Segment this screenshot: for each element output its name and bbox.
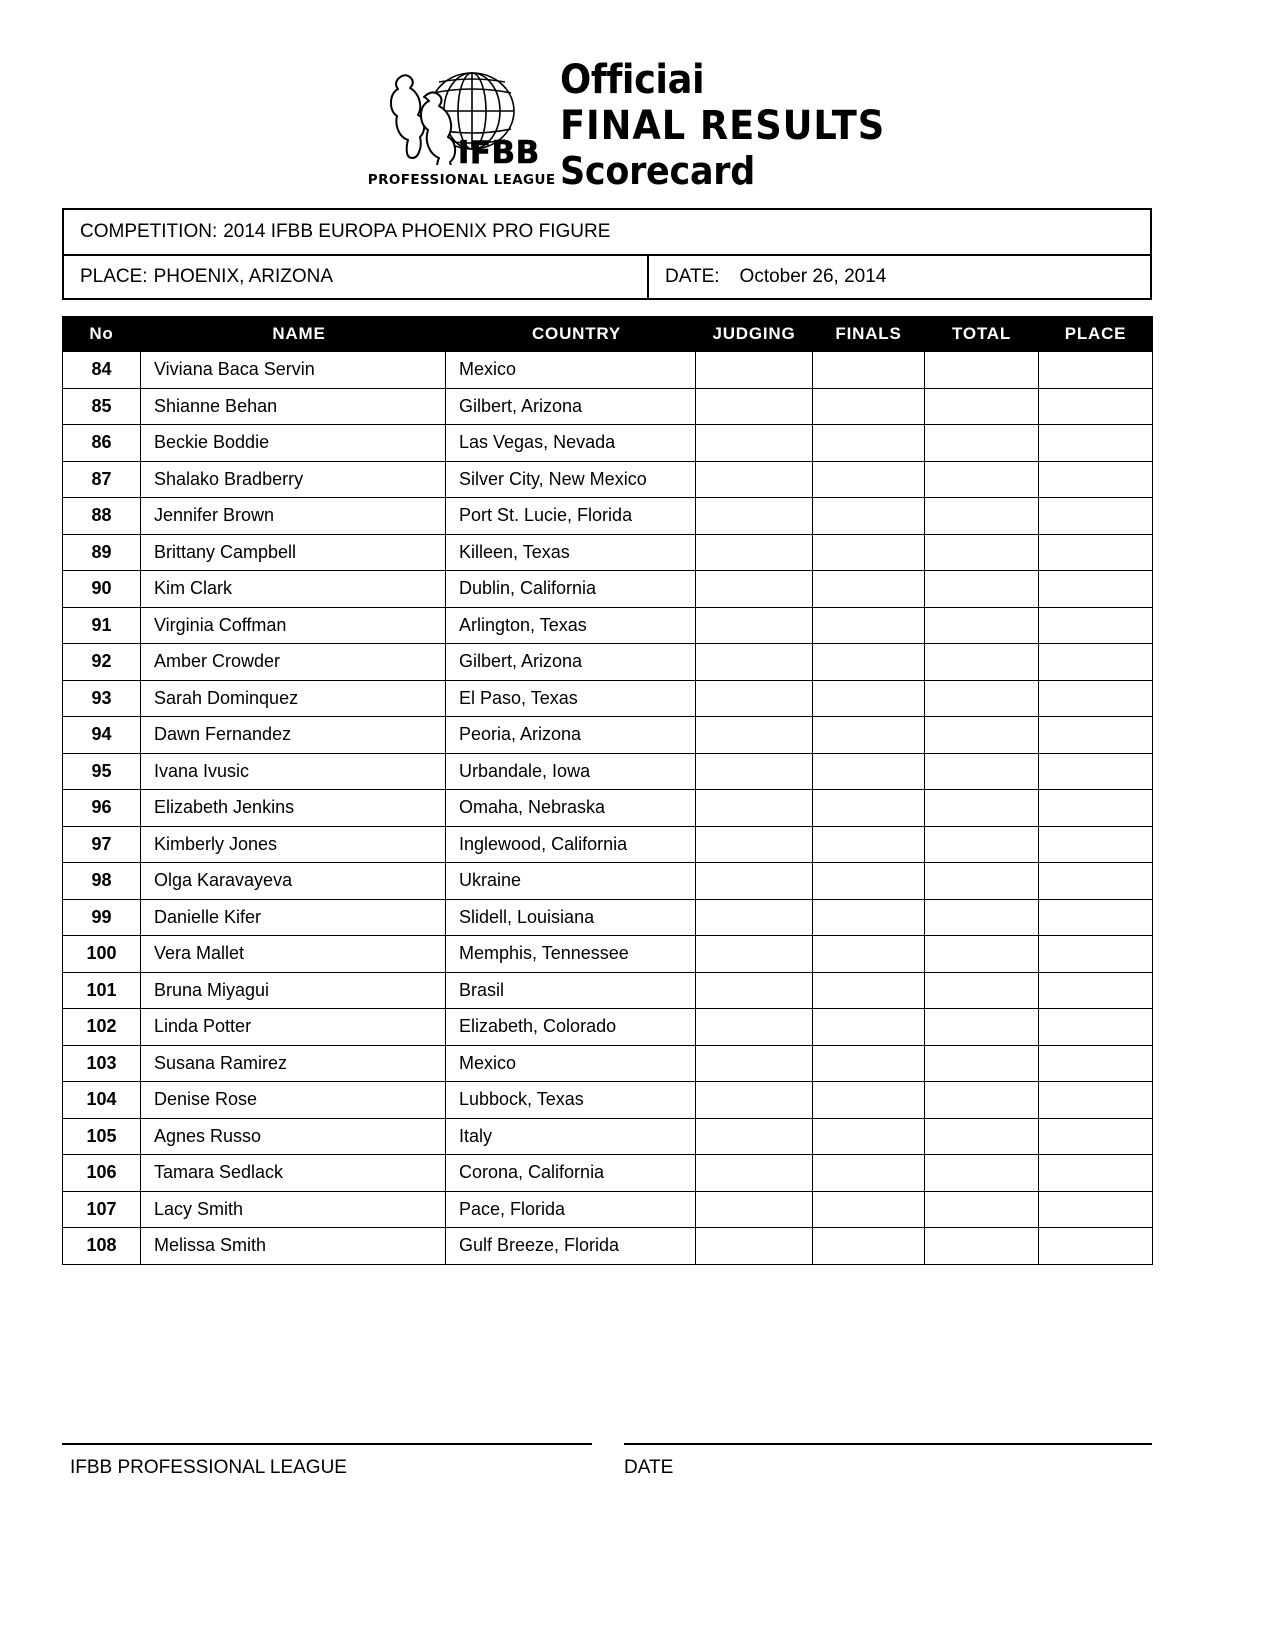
table-row bbox=[63, 717, 1153, 754]
cell-country: Gilbert, Arizona bbox=[446, 388, 696, 425]
cell-judging[interactable] bbox=[696, 571, 813, 608]
results-table bbox=[62, 316, 1153, 1265]
cell-name: Jennifer Brown bbox=[141, 498, 446, 535]
cell-country: Lubbock, Texas bbox=[446, 1082, 696, 1119]
cell-place[interactable] bbox=[1039, 1155, 1153, 1192]
cell-place[interactable] bbox=[1039, 461, 1153, 498]
cell-name: Kimberly Jones bbox=[141, 826, 446, 863]
cell-name: Denise Rose bbox=[141, 1082, 446, 1119]
cell-finals[interactable] bbox=[813, 863, 925, 900]
cell-country: Mexico bbox=[446, 1045, 696, 1082]
signature-line-league bbox=[62, 1443, 592, 1445]
cell-place[interactable] bbox=[1039, 1009, 1153, 1046]
cell-country: Pace, Florida bbox=[446, 1191, 696, 1228]
cell-judging[interactable] bbox=[696, 1082, 813, 1119]
date-cell bbox=[649, 256, 1150, 298]
cell-place[interactable] bbox=[1039, 1082, 1153, 1119]
cell-judging[interactable] bbox=[696, 1228, 813, 1265]
cell-total[interactable] bbox=[925, 352, 1039, 389]
cell-name: Amber Crowder bbox=[141, 644, 446, 681]
cell-finals[interactable] bbox=[813, 571, 925, 608]
table-row bbox=[63, 461, 1153, 498]
table-row bbox=[63, 972, 1153, 1009]
cell-place[interactable] bbox=[1039, 717, 1153, 754]
ifbb-logo bbox=[362, 63, 556, 193]
cell-place[interactable] bbox=[1039, 863, 1153, 900]
cell-judging[interactable] bbox=[696, 863, 813, 900]
cell-place[interactable] bbox=[1039, 571, 1153, 608]
cell-country: Arlington, Texas bbox=[446, 607, 696, 644]
cell-no: 89 bbox=[63, 534, 141, 571]
cell-judging[interactable] bbox=[696, 534, 813, 571]
cell-judging[interactable] bbox=[696, 753, 813, 790]
cell-total[interactable] bbox=[925, 936, 1039, 973]
cell-name: Kim Clark bbox=[141, 571, 446, 608]
table-row bbox=[63, 899, 1153, 936]
cell-name: Vera Mallet bbox=[141, 936, 446, 973]
logo-league-text: PROFESSIONAL LEAGUE bbox=[367, 171, 556, 188]
cell-judging[interactable] bbox=[696, 1191, 813, 1228]
table-row bbox=[63, 1228, 1153, 1265]
cell-no: 92 bbox=[63, 644, 141, 681]
cell-name: Olga Karavayeva bbox=[141, 863, 446, 900]
cell-name: Viviana Baca Servin bbox=[141, 352, 446, 389]
column-header-total: TOTAL bbox=[925, 317, 1039, 352]
date-value: October 26, 2014 bbox=[739, 266, 887, 287]
competition-row bbox=[64, 210, 1150, 254]
column-header-judging: JUDGING bbox=[696, 317, 813, 352]
cell-no: 101 bbox=[63, 972, 141, 1009]
cell-no: 94 bbox=[63, 717, 141, 754]
cell-judging[interactable] bbox=[696, 826, 813, 863]
date-label: DATE: bbox=[665, 266, 720, 287]
cell-place[interactable] bbox=[1039, 1118, 1153, 1155]
cell-name: Shalako Bradberry bbox=[141, 461, 446, 498]
signature-labels bbox=[62, 1457, 1152, 1483]
place-cell bbox=[64, 256, 649, 298]
cell-finals[interactable] bbox=[813, 1009, 925, 1046]
cell-judging[interactable] bbox=[696, 461, 813, 498]
cell-judging[interactable] bbox=[696, 790, 813, 827]
cell-finals[interactable] bbox=[813, 972, 925, 1009]
table-row bbox=[63, 425, 1153, 462]
table-row bbox=[63, 680, 1153, 717]
cell-country: Peoria, Arizona bbox=[446, 717, 696, 754]
table-row bbox=[63, 1082, 1153, 1119]
cell-name: Tamara Sedlack bbox=[141, 1155, 446, 1192]
cell-name: Melissa Smith bbox=[141, 1228, 446, 1265]
table-row bbox=[63, 753, 1153, 790]
cell-place[interactable] bbox=[1039, 936, 1153, 973]
place-value: PHOENIX, ARIZONA bbox=[153, 266, 334, 287]
table-row bbox=[63, 1118, 1153, 1155]
cell-country: Elizabeth, Colorado bbox=[446, 1009, 696, 1046]
table-row bbox=[63, 644, 1153, 681]
cell-country: Silver City, New Mexico bbox=[446, 461, 696, 498]
cell-finals[interactable] bbox=[813, 644, 925, 681]
cell-no: 106 bbox=[63, 1155, 141, 1192]
cell-country: Port St. Lucie, Florida bbox=[446, 498, 696, 535]
competition-cell bbox=[64, 210, 1150, 254]
cell-country: Omaha, Nebraska bbox=[446, 790, 696, 827]
cell-country: El Paso, Texas bbox=[446, 680, 696, 717]
cell-no: 84 bbox=[63, 352, 141, 389]
cell-judging[interactable] bbox=[696, 498, 813, 535]
table-row bbox=[63, 826, 1153, 863]
cell-no: 93 bbox=[63, 680, 141, 717]
cell-total[interactable] bbox=[925, 826, 1039, 863]
cell-name: Beckie Boddie bbox=[141, 425, 446, 462]
cell-name: Elizabeth Jenkins bbox=[141, 790, 446, 827]
column-header-finals: FINALS bbox=[813, 317, 925, 352]
cell-no: 87 bbox=[63, 461, 141, 498]
cell-total[interactable] bbox=[925, 607, 1039, 644]
cell-country: Killeen, Texas bbox=[446, 534, 696, 571]
cell-no: 97 bbox=[63, 826, 141, 863]
cell-place[interactable] bbox=[1039, 899, 1153, 936]
cell-name: Danielle Kifer bbox=[141, 899, 446, 936]
table-row bbox=[63, 1155, 1153, 1192]
cell-no: 107 bbox=[63, 1191, 141, 1228]
cell-finals[interactable] bbox=[813, 680, 925, 717]
table-row bbox=[63, 1009, 1153, 1046]
cell-judging[interactable] bbox=[696, 607, 813, 644]
cell-total[interactable] bbox=[925, 1191, 1039, 1228]
signature-label-date: DATE bbox=[624, 1457, 674, 1478]
cell-finals[interactable] bbox=[813, 753, 925, 790]
signature-label-league: IFBB PROFESSIONAL LEAGUE bbox=[70, 1457, 347, 1478]
signature-line-date bbox=[624, 1443, 1152, 1445]
column-header-place: PLACE bbox=[1039, 317, 1153, 352]
cell-name: Linda Potter bbox=[141, 1009, 446, 1046]
cell-place[interactable] bbox=[1039, 1191, 1153, 1228]
cell-place[interactable] bbox=[1039, 607, 1153, 644]
competition-label: COMPETITION: bbox=[80, 221, 218, 242]
cell-judging[interactable] bbox=[696, 936, 813, 973]
cell-no: 102 bbox=[63, 1009, 141, 1046]
competition-value: 2014 IFBB EUROPA PHOENIX PRO FIGURE bbox=[223, 221, 611, 242]
cell-finals[interactable] bbox=[813, 899, 925, 936]
cell-finals[interactable] bbox=[813, 826, 925, 863]
cell-total[interactable] bbox=[925, 972, 1039, 1009]
cell-name: Shianne Behan bbox=[141, 388, 446, 425]
cell-place[interactable] bbox=[1039, 352, 1153, 389]
cell-total[interactable] bbox=[925, 863, 1039, 900]
cell-total[interactable] bbox=[925, 388, 1039, 425]
cell-place[interactable] bbox=[1039, 753, 1153, 790]
cell-no: 90 bbox=[63, 571, 141, 608]
table-row bbox=[63, 1045, 1153, 1082]
cell-total[interactable] bbox=[925, 753, 1039, 790]
cell-country: Mexico bbox=[446, 352, 696, 389]
cell-place[interactable] bbox=[1039, 498, 1153, 535]
cell-country: Slidell, Louisiana bbox=[446, 899, 696, 936]
cell-place[interactable] bbox=[1039, 826, 1153, 863]
cell-total[interactable] bbox=[925, 680, 1039, 717]
cell-no: 88 bbox=[63, 498, 141, 535]
cell-total[interactable] bbox=[925, 790, 1039, 827]
results-table-body bbox=[63, 352, 1153, 1265]
cell-judging[interactable] bbox=[696, 680, 813, 717]
cell-finals[interactable] bbox=[813, 1228, 925, 1265]
cell-finals[interactable] bbox=[813, 461, 925, 498]
cell-judging[interactable] bbox=[696, 1155, 813, 1192]
cell-judging[interactable] bbox=[696, 899, 813, 936]
cell-place[interactable] bbox=[1039, 425, 1153, 462]
cell-place[interactable] bbox=[1039, 680, 1153, 717]
cell-place[interactable] bbox=[1039, 1228, 1153, 1265]
cell-finals[interactable] bbox=[813, 1155, 925, 1192]
column-header-no: No bbox=[63, 317, 141, 352]
cell-total[interactable] bbox=[925, 717, 1039, 754]
masthead bbox=[0, 58, 1275, 198]
cell-name: Ivana Ivusic bbox=[141, 753, 446, 790]
cell-no: 96 bbox=[63, 790, 141, 827]
cell-country: Dublin, California bbox=[446, 571, 696, 608]
cell-judging[interactable] bbox=[696, 1118, 813, 1155]
cell-place[interactable] bbox=[1039, 644, 1153, 681]
cell-no: 108 bbox=[63, 1228, 141, 1265]
cell-finals[interactable] bbox=[813, 936, 925, 973]
competition-info-box bbox=[62, 208, 1152, 300]
cell-judging[interactable] bbox=[696, 388, 813, 425]
cell-place[interactable] bbox=[1039, 972, 1153, 1009]
cell-judging[interactable] bbox=[696, 644, 813, 681]
place-date-row bbox=[64, 254, 1150, 298]
cell-total[interactable] bbox=[925, 1082, 1039, 1119]
cell-country: Las Vegas, Nevada bbox=[446, 425, 696, 462]
results-table-head bbox=[63, 317, 1153, 352]
cell-name: Agnes Russo bbox=[141, 1118, 446, 1155]
cell-judging[interactable] bbox=[696, 972, 813, 1009]
table-row bbox=[63, 571, 1153, 608]
cell-total[interactable] bbox=[925, 1045, 1039, 1082]
cell-total[interactable] bbox=[925, 1009, 1039, 1046]
cell-name: Virginia Coffman bbox=[141, 607, 446, 644]
cell-total[interactable] bbox=[925, 899, 1039, 936]
cell-total[interactable] bbox=[925, 461, 1039, 498]
table-row bbox=[63, 352, 1153, 389]
cell-name: Brittany Campbell bbox=[141, 534, 446, 571]
cell-total[interactable] bbox=[925, 498, 1039, 535]
cell-no: 100 bbox=[63, 936, 141, 973]
cell-place[interactable] bbox=[1039, 534, 1153, 571]
cell-no: 104 bbox=[63, 1082, 141, 1119]
cell-no: 98 bbox=[63, 863, 141, 900]
cell-no: 91 bbox=[63, 607, 141, 644]
table-row bbox=[63, 388, 1153, 425]
cell-total[interactable] bbox=[925, 534, 1039, 571]
column-header-country: COUNTRY bbox=[446, 317, 696, 352]
cell-no: 99 bbox=[63, 899, 141, 936]
cell-name: Dawn Fernandez bbox=[141, 717, 446, 754]
table-row bbox=[63, 498, 1153, 535]
cell-judging[interactable] bbox=[696, 1009, 813, 1046]
table-row bbox=[63, 863, 1153, 900]
cell-total[interactable] bbox=[925, 1155, 1039, 1192]
table-row bbox=[63, 607, 1153, 644]
cell-finals[interactable] bbox=[813, 425, 925, 462]
cell-country: Inglewood, California bbox=[446, 826, 696, 863]
cell-total[interactable] bbox=[925, 644, 1039, 681]
cell-total[interactable] bbox=[925, 425, 1039, 462]
cell-total[interactable] bbox=[925, 1228, 1039, 1265]
cell-judging[interactable] bbox=[696, 425, 813, 462]
cell-country: Brasil bbox=[446, 972, 696, 1009]
signature-rules bbox=[62, 1443, 1152, 1447]
results-header-row bbox=[63, 317, 1153, 352]
cell-finals[interactable] bbox=[813, 1045, 925, 1082]
title-final-results: FINAL RESULTS bbox=[559, 103, 885, 149]
table-row bbox=[63, 936, 1153, 973]
cell-finals[interactable] bbox=[813, 1082, 925, 1119]
cell-name: Lacy Smith bbox=[141, 1191, 446, 1228]
cell-name: Susana Ramirez bbox=[141, 1045, 446, 1082]
cell-name: Sarah Dominquez bbox=[141, 680, 446, 717]
signature-footer bbox=[62, 1443, 1152, 1503]
cell-judging[interactable] bbox=[696, 1045, 813, 1082]
cell-finals[interactable] bbox=[813, 717, 925, 754]
cell-finals[interactable] bbox=[813, 498, 925, 535]
table-row bbox=[63, 790, 1153, 827]
cell-country: Memphis, Tennessee bbox=[446, 936, 696, 973]
cell-judging[interactable] bbox=[696, 352, 813, 389]
cell-finals[interactable] bbox=[813, 352, 925, 389]
cell-place[interactable] bbox=[1039, 388, 1153, 425]
cell-country: Ukraine bbox=[446, 863, 696, 900]
cell-country: Urbandale, Iowa bbox=[446, 753, 696, 790]
logo-acronym: IFBB bbox=[457, 135, 540, 171]
cell-finals[interactable] bbox=[813, 534, 925, 571]
cell-finals[interactable] bbox=[813, 1118, 925, 1155]
cell-finals[interactable] bbox=[813, 790, 925, 827]
cell-place[interactable] bbox=[1039, 790, 1153, 827]
cell-country: Italy bbox=[446, 1118, 696, 1155]
cell-finals[interactable] bbox=[813, 1191, 925, 1228]
cell-country: Gulf Breeze, Florida bbox=[446, 1228, 696, 1265]
cell-country: Corona, California bbox=[446, 1155, 696, 1192]
cell-country: Gilbert, Arizona bbox=[446, 644, 696, 681]
table-row bbox=[63, 1191, 1153, 1228]
cell-no: 86 bbox=[63, 425, 141, 462]
cell-no: 103 bbox=[63, 1045, 141, 1082]
cell-finals[interactable] bbox=[813, 607, 925, 644]
place-label: PLACE: bbox=[80, 266, 148, 287]
title-scorecard: Scorecard bbox=[559, 149, 755, 193]
cell-place[interactable] bbox=[1039, 1045, 1153, 1082]
cell-no: 85 bbox=[63, 388, 141, 425]
title-official: Officiai bbox=[559, 57, 704, 103]
table-row bbox=[63, 534, 1153, 571]
cell-total[interactable] bbox=[925, 571, 1039, 608]
column-header-name: NAME bbox=[141, 317, 446, 352]
cell-total[interactable] bbox=[925, 1118, 1039, 1155]
cell-judging[interactable] bbox=[696, 717, 813, 754]
cell-name: Bruna Miyagui bbox=[141, 972, 446, 1009]
cell-no: 95 bbox=[63, 753, 141, 790]
cell-no: 105 bbox=[63, 1118, 141, 1155]
cell-finals[interactable] bbox=[813, 388, 925, 425]
document-title bbox=[559, 57, 913, 196]
